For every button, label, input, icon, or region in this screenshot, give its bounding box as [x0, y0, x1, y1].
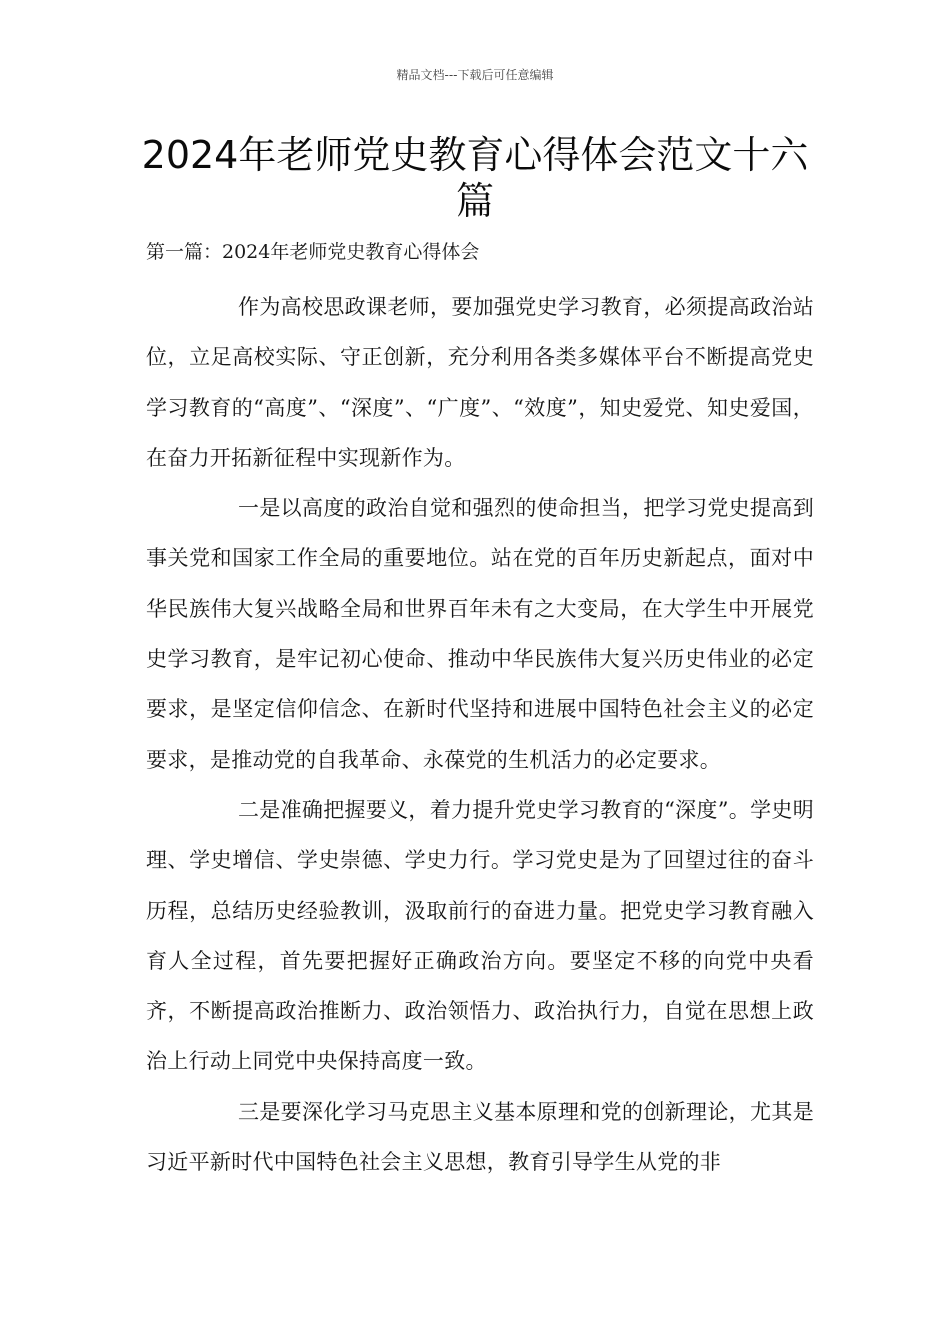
document-title: 2024年老师党史教育心得体会范文十六篇 [141, 133, 809, 223]
body-text [146, 282, 814, 1187]
section-heading: 第一篇：2024年老师党史教育心得体会 [146, 241, 480, 263]
header-note: 精品文档---下载后可任意编辑 [396, 68, 554, 82]
paragraph: 二是准确把握要义，着力提升党史学习教育的“深度”。学史明理、学史增信、学史崇德、学史力行。学习党史是为了回望过往的奋斗历程，总结历史经验教训，汲取前行的奋进力量。把党史学习教育融入育人全过程，首先要把握好正确政治方向。要坚定不移的向党中央看齐，不断提高政治推断力、政治领悟力、政治执行力，自觉在思想上政治上行动上同党中央保持高度一致。 [146, 797, 814, 1074]
paragraph: 作为高校思政课老师，要加强党史学习教育，必须提高政治站位，立足高校实际、守正创新，充分利用各类多媒体平台不断提高党史学习教育的“高度”、“深度”、“广度”、“效度”，知史爱党、知史爱国，在奋力开拓新征程中实现新作为。 [146, 295, 814, 470]
paragraph: 三是要深化学习马克思主义基本原理和党的创新理论，尤其是习近平新时代中国特色社会主义思想，教育引导学生从党的非 [146, 1099, 814, 1175]
paragraph: 一是以高度的政治自觉和强烈的使命担当，把学习党史提高到事关党和国家工作全局的重要地位。站在党的百年历史新起点，面对中华民族伟大复兴战略全局和世界百年未有之大变局，在大学生中开展党史学习教育，是牢记初心使命、推动中华民族伟大复兴历史伟业的必定要求，是坚定信仰信念、在新时代坚持和进展中国特色社会主义的必定要求，是推动党的自我革命、永葆党的生机活力的必定要求。 [146, 496, 814, 772]
